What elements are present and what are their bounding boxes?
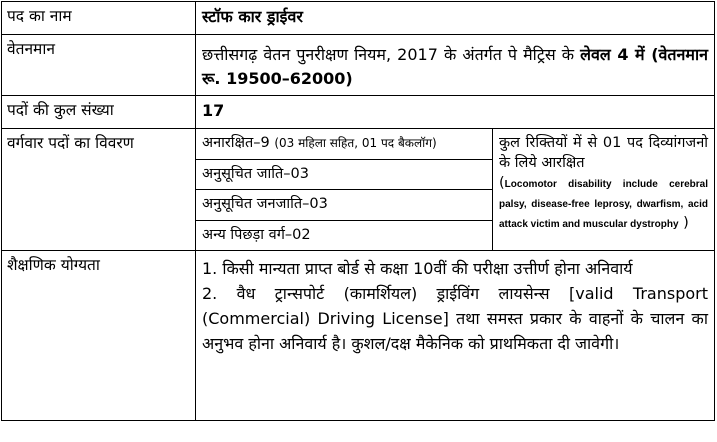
- category-item-sc: [196, 160, 492, 191]
- divyang-note-english: Locomotor disability include cerebral palsy, disease-free leprosy, dwarfism, acid attack victim and muscular dystrophy: [499, 179, 708, 230]
- qualification-row: [2, 251, 715, 421]
- category-label: अन्य पिछड़ा वर्ग–02: [202, 226, 311, 243]
- pay-scale-value: [196, 35, 715, 96]
- post-details-table: [1, 1, 715, 421]
- total-posts-label: पदों की कुल संख्या: [2, 96, 196, 129]
- total-posts-value: 17: [196, 96, 715, 129]
- qualification-point-1: 1. किसी मान्यता प्राप्त बोर्ड से कक्षा 10वीं की परीक्षा उत्तीर्ण होना अनिवार्य: [202, 259, 633, 278]
- category-item-unreserved: [196, 129, 492, 160]
- category-details-label: वर्गवार पदों का विवरण: [2, 129, 196, 251]
- category-sub-label: (03 महिला सहित, 01 पद बैकलॉग): [274, 136, 437, 150]
- qualification-point-2: 2. वैध ट्रान्सपोर्ट (कामर्शियल) ड्राईविंग लायसेन्स [valid Transport (Commercial) Driving License] तथा समस्त प्रकार के वाहनों के चालन का अनुभव होना अनिवार्य है। कुशल/दक्ष मैकेनिक को प्राथमिकता दी जावेगी।: [202, 284, 708, 353]
- post-name-value: स्टॉफ कार ड्राईवर: [196, 2, 715, 35]
- category-label: अनुसूचित जनजाति–03: [202, 196, 328, 212]
- pay-scale-text: छत्तीसगढ़ वेतन पुनरीक्षण नियम, 2017 के अंतर्गत पे मैट्रिस के: [202, 45, 581, 64]
- note-open-paren: (: [499, 175, 505, 191]
- category-item-st: [196, 190, 492, 221]
- qualification-value: [196, 251, 715, 421]
- category-item-obc: [196, 221, 492, 251]
- category-label: अनारक्षित–9: [202, 135, 275, 151]
- category-label: अनुसूचित जाति–03: [202, 165, 309, 182]
- qualification-label: शैक्षणिक योग्यता: [2, 251, 196, 421]
- category-details-cell: [196, 129, 715, 251]
- pay-scale-label: वेतनमान: [2, 35, 196, 96]
- post-name-row: [2, 2, 715, 35]
- pay-level-text: लेवल 4 में (वेतनमान रू. 19500–62000): [202, 45, 708, 88]
- category-list: [196, 129, 493, 250]
- note-close-paren: ): [678, 215, 689, 231]
- divyang-reservation-note: [493, 129, 714, 250]
- category-details-row: [2, 129, 715, 251]
- pay-scale-row: [2, 35, 715, 96]
- category-wrapper: [196, 129, 714, 250]
- total-posts-row: [2, 96, 715, 129]
- divyang-note-hindi: कुल रिक्तियों में से 01 पद दिव्यांगजनो के लिये आरक्षित: [499, 135, 708, 171]
- post-name-label: पद का नाम: [2, 2, 196, 35]
